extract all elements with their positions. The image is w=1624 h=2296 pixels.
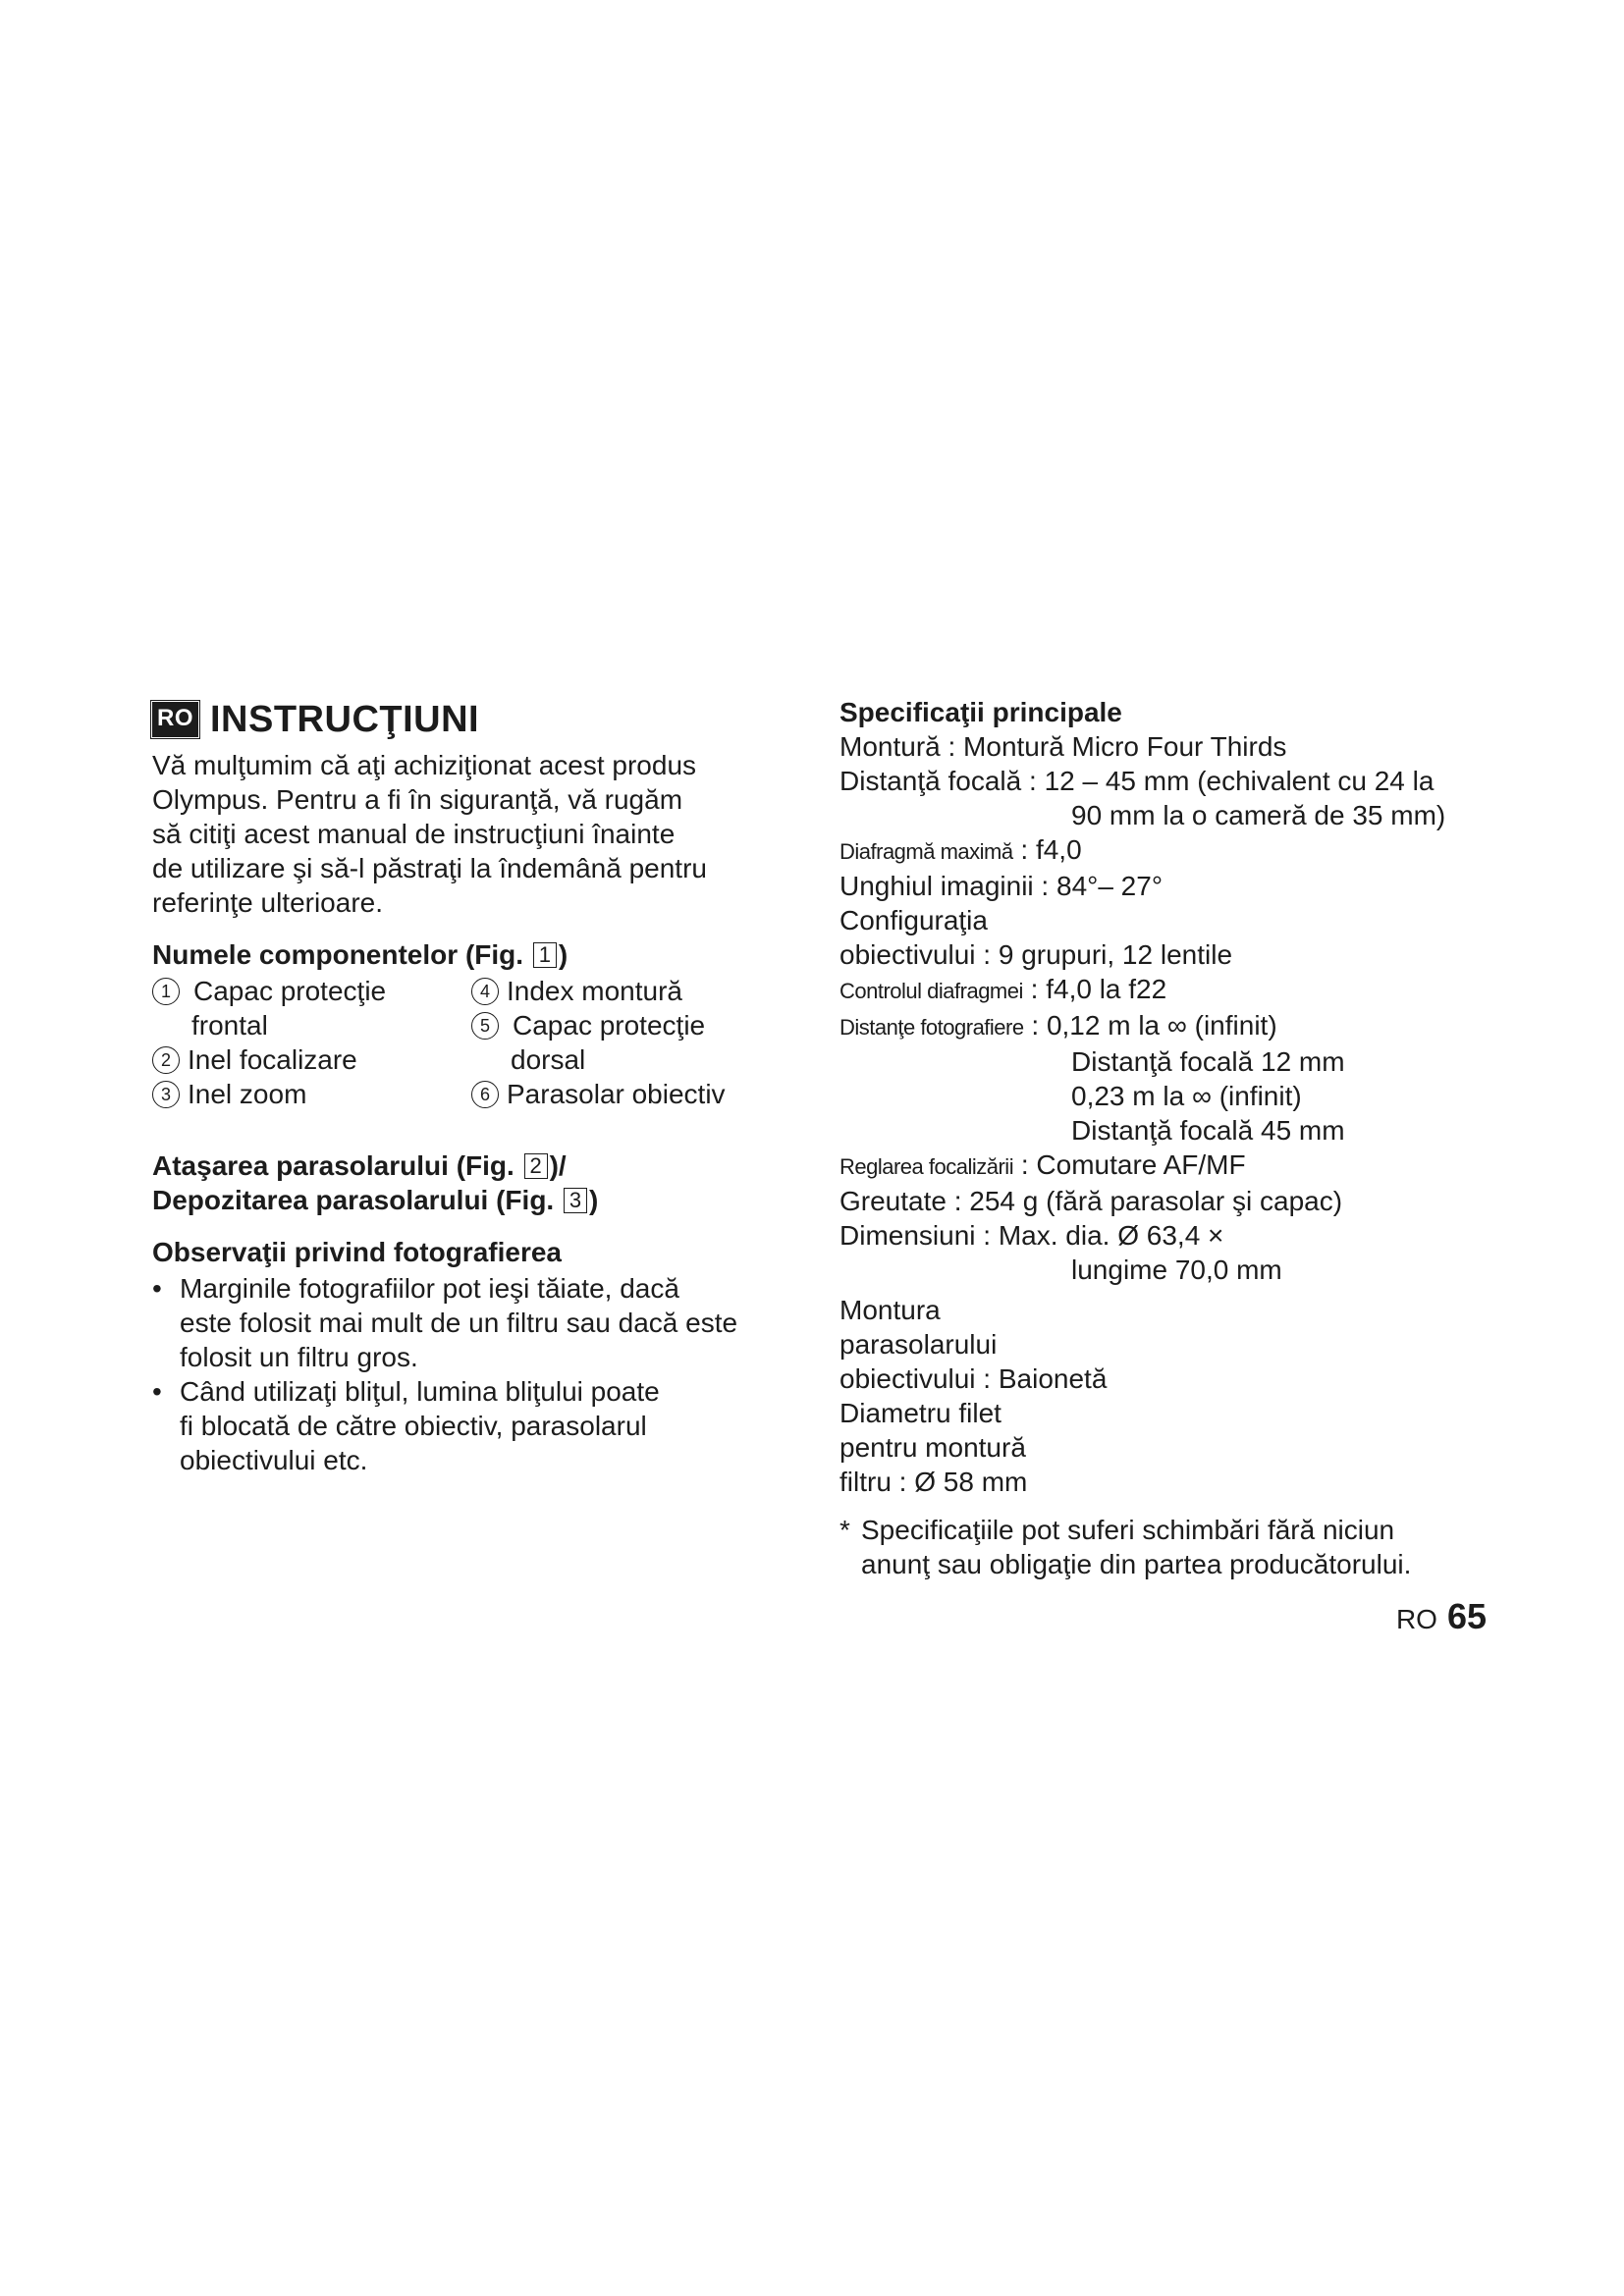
list-item <box>152 1374 790 1477</box>
title-text: INSTRUCŢIUNI <box>210 699 480 740</box>
spec-label: Diafragmă maximă <box>839 839 1013 864</box>
hood-storage-heading-text: Depozitarea parasolarului (Fig. <box>152 1185 562 1215</box>
page-number <box>1396 1597 1487 1639</box>
note-line: Marginile fotografiilor pot ieşi tăiate, dacă <box>180 1273 679 1304</box>
parts-column-b <box>471 974 790 1111</box>
part-item <box>471 1008 790 1042</box>
circled-number: 1 <box>152 978 180 1005</box>
circled-number: 6 <box>471 1081 499 1108</box>
spec-hood-mount <box>839 1293 1488 1396</box>
circled-number: 4 <box>471 978 499 1005</box>
spec-focal-length <box>839 764 1488 832</box>
spec-value: Dimensiuni : Max. dia. Ø 63,4 × <box>839 1220 1224 1251</box>
intro-line: referinţe ulterioare. <box>152 887 384 918</box>
spec-value-continuation: 90 mm la o cameră de 35 mm) <box>1071 800 1446 830</box>
spec-value: : f4,0 <box>1012 834 1082 865</box>
notes-list <box>152 1271 790 1477</box>
circled-number: 3 <box>152 1081 180 1108</box>
intro-line: Vă mulţumim că aţi achiziţionat acest produs <box>152 750 697 780</box>
spec-angle: Unghiul imaginii : 84°– 27° <box>839 871 1164 901</box>
parts-column-a <box>152 974 471 1111</box>
right-column <box>839 695 1488 1581</box>
spec-label: Controlul diafragmei <box>839 979 1023 1003</box>
spec-filter <box>839 1396 1488 1499</box>
bullet-icon: • <box>152 1376 162 1407</box>
figure-ref-1: 1 <box>533 942 557 968</box>
note-line: fi blocată de către obiectiv, parasolarul <box>180 1411 647 1441</box>
circled-number: 2 <box>152 1046 180 1074</box>
spec-value: obiectivului : Baionetă <box>839 1363 1108 1394</box>
footnote-line: anunţ sau obligaţie din partea producătorului. <box>861 1549 1412 1579</box>
part-label-line: Capac protecţie <box>193 976 387 1006</box>
part-item <box>471 1077 790 1111</box>
spec-value: filtru : Ø 58 mm <box>839 1467 1028 1497</box>
hood-heading-text: Ataşarea parasolarului (Fig. <box>152 1150 522 1181</box>
part-label-continuation: frontal <box>191 1010 268 1041</box>
notes-heading: Observaţii privind fotografierea <box>152 1237 562 1267</box>
page-title <box>152 695 790 744</box>
spec-value: : f4,0 la f22 <box>1022 974 1167 1004</box>
page-number-value: 65 <box>1446 1596 1487 1636</box>
page-lang: RO <box>1395 1604 1437 1634</box>
part-item <box>152 974 471 1008</box>
spec-aperture-control <box>839 972 1488 1008</box>
spec-label: Diametru filet <box>839 1398 1001 1428</box>
spec-value: obiectivului : 9 grupuri, 12 lentile <box>839 939 1233 970</box>
intro-paragraph <box>152 748 790 920</box>
intro-line: de utilizare şi să-l păstraţi la îndemână pentru <box>152 853 707 883</box>
part-label: Index montură <box>507 976 682 1006</box>
circled-number: 5 <box>471 1012 499 1040</box>
part-label: Parasolar obiectiv <box>507 1079 726 1109</box>
spec-focus <box>839 1148 1488 1184</box>
parts-heading <box>152 937 790 972</box>
spec-value-continuation: lungime 70,0 mm <box>1071 1255 1282 1285</box>
intro-line: să citiţi acest manual de instrucţiuni înainte <box>152 819 676 849</box>
note-line: obiectivului etc. <box>180 1445 368 1475</box>
spec-label: Montura <box>839 1295 941 1325</box>
language-badge: RO <box>152 702 198 737</box>
spec-shooting-distance <box>839 1008 1488 1148</box>
spec-label: Configuraţia <box>839 905 988 935</box>
spec-label: parasolarului <box>839 1329 998 1360</box>
bullet-icon: • <box>152 1273 162 1304</box>
spec-label: Reglarea focalizării <box>839 1154 1014 1179</box>
intro-line: Olympus. Pentru a fi în siguranţă, vă rugăm <box>152 784 683 815</box>
part-label <box>193 974 386 1008</box>
parts-list <box>152 974 790 1111</box>
spec-mount: Montură : Montură Micro Four Thirds <box>839 731 1287 762</box>
parts-heading-end: ) <box>558 939 568 970</box>
spec-label: pentru montură <box>839 1432 1026 1463</box>
spec-label: Distanţă focală : <box>839 766 1045 796</box>
note-line: folosit un filtru gros. <box>180 1342 418 1372</box>
note-line: este folosit mai mult de un filtru sau dacă este <box>180 1308 738 1338</box>
footnote-line: Specificaţiile pot suferi schimbări fără niciun <box>861 1515 1395 1545</box>
spec-value-continuation: Distanţă focală 45 mm <box>1071 1115 1345 1146</box>
spec-weight: Greutate : 254 g (fără parasolar şi capac) <box>839 1186 1343 1216</box>
part-label: Inel zoom <box>188 1079 307 1109</box>
hood-heading-end: )/ <box>549 1150 567 1181</box>
part-item <box>152 1077 471 1111</box>
note-line: Când utilizaţi bliţul, lumina bliţului poate <box>180 1376 660 1407</box>
part-label-continuation: dorsal <box>511 1044 586 1075</box>
asterisk: * <box>839 1515 850 1545</box>
spec-value: 12 – 45 mm (echivalent cu 24 la <box>1044 766 1435 796</box>
spec-value-continuation: 0,23 m la ∞ (infinit) <box>1071 1081 1302 1111</box>
specs-heading: Specificaţii principale <box>839 697 1122 727</box>
spec-label: Distanţe fotografiere <box>839 1015 1024 1040</box>
figure-ref-3: 3 <box>564 1188 587 1213</box>
hood-storage-heading-end: ) <box>588 1185 599 1215</box>
spec-max-aperture <box>839 832 1488 869</box>
footnote <box>839 1513 1488 1581</box>
part-label: Inel focalizare <box>188 1044 357 1075</box>
figure-ref-2: 2 <box>524 1153 548 1179</box>
spec-dimensions <box>839 1218 1488 1287</box>
part-item <box>471 974 790 1008</box>
spec-value: : 0,12 m la ∞ (infinit) <box>1023 1010 1277 1041</box>
left-column <box>152 695 790 1477</box>
part-label: Capac protecţie <box>513 1010 706 1041</box>
parts-heading-text: Numele componentelor (Fig. <box>152 939 531 970</box>
spec-value: : Comutare AF/MF <box>1013 1149 1246 1180</box>
spec-configuration <box>839 903 1488 972</box>
spec-value-continuation: Distanţă focală 12 mm <box>1071 1046 1345 1077</box>
list-item <box>152 1271 790 1374</box>
part-item <box>152 1042 471 1077</box>
hood-heading <box>152 1148 790 1217</box>
